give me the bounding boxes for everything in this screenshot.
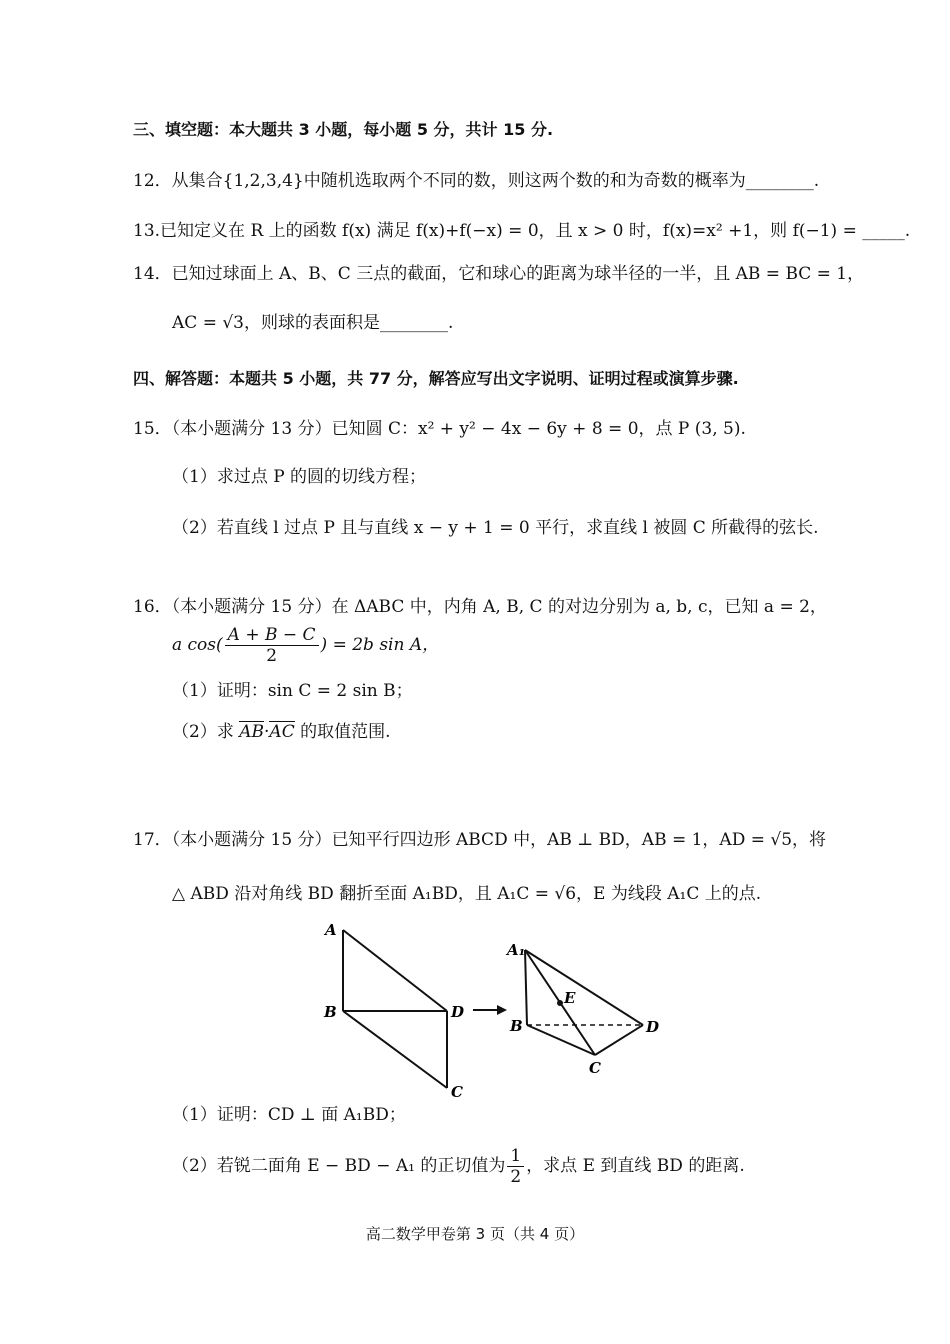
question-14-line1: 14．已知过球面上 A、B、C 三点的截面，它和球心的距离为球半径的一半，且 AB = BC = 1，	[133, 264, 865, 284]
label-left-d: D	[451, 1003, 465, 1021]
question-15-part1: （1）求过点 P 的圆的切线方程；	[172, 467, 427, 487]
question-17-line2: △ ABD 沿对角线 BD 翻折至面 A₁BD，且 A₁C = √6，E 为线段 A₁C 上的点.	[172, 884, 762, 904]
q16-part2-suffix: 的取值范围.	[294, 722, 391, 742]
point-e	[557, 1000, 563, 1006]
q16-eq-prefix: a cos(	[172, 635, 223, 655]
question-12: 12．从集合{1,2,3,4}中随机选取两个不同的数，则这两个数的和为奇数的概率为________.	[133, 171, 820, 191]
q17-frac-denominator: 2	[510, 1167, 522, 1187]
question-15-stem: 15．（本小题满分 13 分）已知圆 C：x² + y² − 4x − 6y + 8 = 0，点 P (3, 5).	[133, 419, 746, 439]
section3-title: 三、填空题：本大题共 3 小题，每小题 5 分，共计 15 分.	[133, 120, 554, 139]
right-edge-a1d	[525, 950, 643, 1025]
q16-eq-suffix: ) = 2b sin A，	[320, 635, 440, 655]
q16-eq-numerator: A + B − C	[225, 625, 319, 646]
label-right-c: C	[589, 1059, 601, 1077]
right-edge-cd	[595, 1025, 643, 1055]
geometry-figure	[315, 915, 675, 1105]
question-16-part1: （1）证明：sin C = 2 sin B；	[172, 681, 413, 701]
right-edge-a1b	[525, 950, 527, 1025]
left-edge-bc	[343, 1011, 447, 1088]
q16-eq-fraction	[225, 625, 319, 666]
left-edge-ad	[343, 930, 447, 1011]
arrow-icon	[473, 1005, 507, 1015]
label-right-b: B	[510, 1017, 523, 1035]
question-14-line2: AC = √3，则球的表面积是________.	[172, 313, 454, 333]
question-15-part2: （2）若直线 l 过点 P 且与直线 x − y + 1 = 0 平行，求直线 l 被圆 C 所截得的弦长.	[172, 518, 819, 538]
question-13: 13.已知定义在 R 上的函数 f(x) 满足 f(x)+f(−x) = 0，且 x > 0 时，f(x)=x² +1，则 f(−1) = _____.	[133, 221, 911, 241]
question-17-part1: （1）证明：CD ⊥ 面 A₁BD；	[172, 1105, 406, 1125]
q17-frac-numerator: 1	[507, 1146, 524, 1167]
q16-part2-prefix: （2）求	[172, 722, 240, 742]
label-right-a1: A₁	[507, 941, 526, 959]
question-17-line1: 17．（本小题满分 15 分）已知平行四边形 ABCD 中，AB ⊥ BD，AB = 1，AD = √5，将	[133, 830, 827, 850]
question-16-part2	[172, 721, 391, 743]
label-left-c: C	[451, 1083, 463, 1101]
question-16-stem: 16．（本小题满分 15 分）在 ΔABC 中，内角 A, B, C 的对边分别为 a, b, c，已知 a = 2，	[133, 597, 827, 617]
label-right-e: E	[564, 989, 576, 1007]
vector-ab: AB	[239, 722, 265, 742]
q17-part2-suffix: ，求点 E 到直线 BD 的距离.	[526, 1156, 745, 1176]
question-17-part2	[172, 1146, 745, 1187]
vector-ac: AC	[269, 722, 295, 742]
section4-title: 四、解答题：本题共 5 小题，共 77 分，解答应写出文字说明、证明过程或演算步骤.	[133, 369, 739, 388]
q17-fraction	[507, 1146, 524, 1187]
dot-operator: ·	[264, 722, 270, 742]
question-16-equation	[172, 625, 439, 666]
label-left-a: A	[325, 921, 337, 939]
page-footer: 高二数学甲卷第 3 页（共 4 页）	[365, 1225, 585, 1243]
q17-part2-prefix: （2）若锐二面角 E − BD − A₁ 的正切值为	[172, 1156, 506, 1176]
q16-eq-denominator: 2	[266, 646, 278, 666]
label-left-b: B	[324, 1003, 337, 1021]
label-right-d: D	[646, 1018, 660, 1036]
